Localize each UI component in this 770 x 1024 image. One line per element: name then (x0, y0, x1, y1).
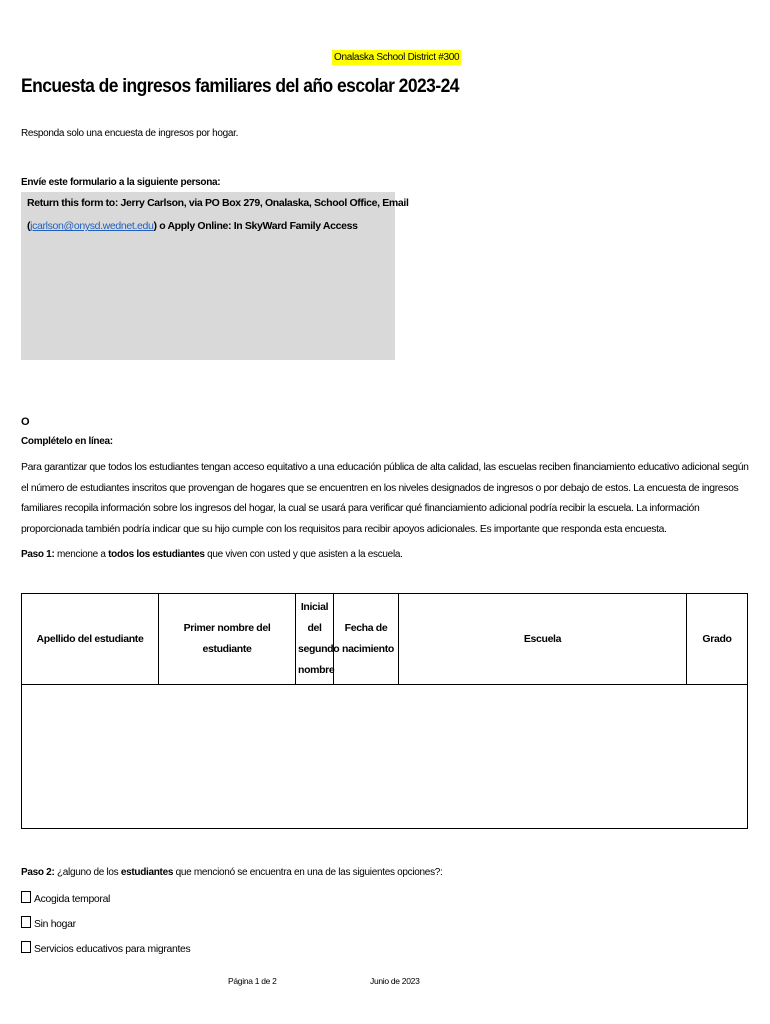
email-link[interactable]: jcarlson@onysd.wednet.edu (30, 220, 154, 232)
page-number: Página 1 de 2 (228, 976, 277, 986)
step1-instruction (21, 549, 403, 560)
online-option: ) o Apply Online: In SkyWard Family Access (153, 220, 358, 232)
send-to-label: Envíe este formulario a la siguiente persona: (21, 177, 221, 188)
step1-text-after: que viven con usted y que asisten a la escuela. (204, 549, 403, 560)
send-to-address: Return this form to: Jerry Carlson, via PO Box 279, Onalaska, School Office, Email (27, 197, 409, 209)
step2-label: Paso 2: (21, 867, 55, 878)
online-label: Complételo en línea: (21, 436, 113, 447)
one-per-household-note: Responda solo una encuesta de ingresos por hogar. (21, 128, 239, 139)
step1-label: Paso 1: (21, 549, 55, 560)
step1-bold: todos los estudiantes (108, 549, 205, 560)
step1-text-before: mencione a (54, 549, 109, 560)
foster-care-checkbox[interactable] (21, 891, 31, 903)
intro-paragraph: Para garantizar que todos los estudiantes tengan acceso equitativo a una educación pública de alta calidad, las escuelas reciben financiamiento educativo adicional según el número de estudiantes inscritos que provengan de hogares que se encuentren en los niveles designados de ingresos o por debajo de estos. La encuesta de ingresos familiares recopila información sobre los ingresos del hogar, la cual se usará para verificar qué financiamiento adicional podría recibir la escuela. La información proporcionada también podría indicar que su hijo cumple con los requisitos para recibir apoyos adicionales. Es importante que responda esta encuesta. (21, 462, 749, 535)
student-entry-area[interactable] (22, 685, 748, 829)
step2-text-before: ¿alguno de los (54, 867, 121, 878)
col-birth-date: Fecha de nacimiento (334, 594, 399, 685)
footer-date: Junio de 2023 (370, 976, 420, 986)
col-grade: Grado (687, 594, 748, 685)
send-to-box (21, 192, 409, 360)
homeless-checkbox[interactable] (21, 916, 31, 928)
migrant-checkbox[interactable] (21, 941, 31, 953)
step2-text-after: que mencionó se encuentra en una de las siguientes opciones?: (173, 867, 443, 878)
send-to-line2 (27, 220, 358, 232)
page-title: Encuesta de ingresos familiares del año escolar 2023-24 (21, 76, 459, 97)
col-last-name: Apellido del estudiante (22, 594, 159, 685)
or-separator: O (21, 416, 30, 428)
col-middle-initial: Inicial del segundo nombre (296, 594, 334, 685)
table-entry-row (22, 685, 748, 829)
step2-instruction (21, 867, 443, 878)
foster-care-label: Acogida temporal (34, 894, 111, 905)
table-header-row (22, 594, 748, 685)
step2-bold: estudiantes (120, 867, 174, 878)
option-homeless (21, 916, 76, 930)
paren-open: ( (27, 220, 31, 232)
homeless-label: Sin hogar (34, 919, 76, 930)
col-school: Escuela (399, 594, 687, 685)
students-table (21, 593, 748, 829)
migrant-label: Servicios educativos para migrantes (34, 944, 191, 955)
option-migrant (21, 941, 190, 955)
col-first-name: Primer nombre del estudiante (159, 594, 296, 685)
option-foster-care (21, 891, 110, 905)
district-label: Onalaska School District #300 (334, 52, 460, 63)
